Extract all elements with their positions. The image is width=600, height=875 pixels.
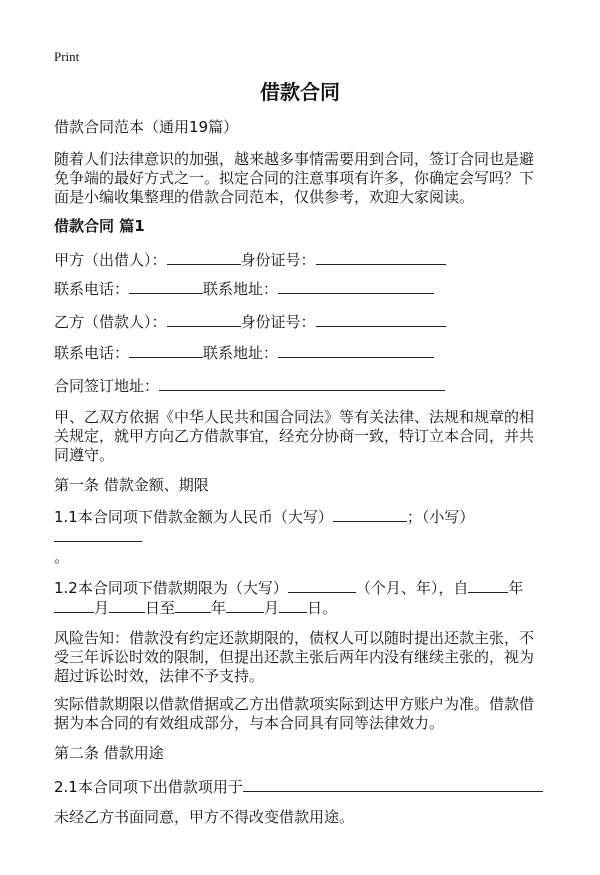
day-end-label: 日。 <box>307 599 338 617</box>
article2-heading: 第二条 借款用途 <box>54 744 164 762</box>
clause-1-2 <box>54 578 546 618</box>
amount-words-blank[interactable] <box>333 507 407 522</box>
party-b-phone-blank[interactable] <box>129 343 203 358</box>
document-page <box>0 47 600 827</box>
clause-1-1-end: 。 <box>54 548 70 566</box>
year-label: 年 <box>508 579 524 597</box>
end-month-blank[interactable] <box>226 598 264 613</box>
clause-1-2-unit: （个月、年），自 <box>355 579 469 597</box>
day-to-label: 日至 <box>145 599 176 617</box>
party-b-address-blank[interactable] <box>278 343 434 358</box>
year-label: 年 <box>211 599 227 617</box>
start-year-blank[interactable] <box>468 578 508 593</box>
clause-1-1-text: 1.1本合同项下借款金额为人民币（大写） <box>54 508 333 526</box>
party-a-row <box>54 250 546 270</box>
sign-place-blank[interactable] <box>159 376 445 391</box>
start-month-blank[interactable] <box>54 598 94 613</box>
clause-1-2-text: 1.2本合同项下借款期限为（大写） <box>54 579 288 597</box>
address-label: 联系地址： <box>203 280 279 298</box>
month-label: 月 <box>264 599 280 617</box>
article1-heading: 第一条 借款金额、期限 <box>54 476 209 494</box>
party-b-label: 乙方（借款人）： <box>54 313 167 331</box>
party-a-contact-row <box>54 279 546 299</box>
end-year-blank[interactable] <box>175 598 211 613</box>
document-title: 借款合同 <box>260 80 340 104</box>
address-label: 联系地址： <box>203 344 279 362</box>
month-label: 月 <box>94 599 110 617</box>
id-label: 身份证号： <box>240 251 316 269</box>
purpose-note: 未经乙方书面同意，甲方不得改变借款用途。 <box>54 808 355 826</box>
section-heading: 借款合同 篇1 <box>54 217 145 235</box>
sign-place-label: 合同签订地址： <box>54 377 160 395</box>
phone-label: 联系电话： <box>54 344 130 362</box>
party-a-blank[interactable] <box>167 250 241 265</box>
subtitle: 借款合同范本（通用19篇） <box>54 118 239 136</box>
risk-notice: 风险告知：借款没有约定还款期限的，债权人可以随时提出还款主张，不受三年诉讼时效的限制，但提出还款主张后两年内没有继续主张的，视为超过诉讼时效，法律不予支持。 <box>54 629 535 685</box>
party-b-id-blank[interactable] <box>316 312 446 327</box>
clause-1-1-small-label: ；（小写） <box>406 508 475 526</box>
party-b-row <box>54 312 546 332</box>
party-b-blank[interactable] <box>167 312 241 327</box>
term-blank[interactable] <box>288 578 356 593</box>
party-a-id-blank[interactable] <box>316 250 446 265</box>
amount-figures-blank[interactable] <box>54 527 142 542</box>
id-label: 身份证号： <box>240 313 316 331</box>
end-day-blank[interactable] <box>279 598 307 613</box>
actual-term-paragraph: 实际借款期限以借款借据或乙方出借款项实际到达甲方账户为准。借款借据为本合同的有效组成部分，与本合同具有同等法律效力。 <box>54 695 535 732</box>
start-day-blank[interactable] <box>109 598 145 613</box>
clause-1-1 <box>54 507 546 547</box>
clause-2-1-text: 2.1本合同项下出借款项用于 <box>54 778 243 796</box>
sign-place-row <box>54 376 546 396</box>
party-a-phone-blank[interactable] <box>129 279 203 294</box>
intro-paragraph: 随着人们法律意识的加强，越来越多事情需要用到合同，签订合同也是避免争端的最好方式之一。拟定合同的注意事项有许多，你确定会写吗？下面是小编收集整理的借款合同范本，仅供参考，欢迎大家阅读。 <box>54 150 535 206</box>
print-link[interactable]: Print <box>54 49 80 64</box>
phone-label: 联系电话： <box>54 280 130 298</box>
purpose-blank[interactable] <box>243 777 543 792</box>
party-a-address-blank[interactable] <box>278 279 434 294</box>
preamble-paragraph: 甲、乙双方依据《中华人民共和国合同法》等有关法律、法规和规章的相关规定，就甲方向乙方借款事宜，经充分协商一致，特订立本合同，并共同遵守。 <box>54 408 535 464</box>
clause-2-1 <box>54 777 546 797</box>
party-b-contact-row <box>54 343 546 363</box>
party-a-label: 甲方（出借人）： <box>54 251 167 269</box>
